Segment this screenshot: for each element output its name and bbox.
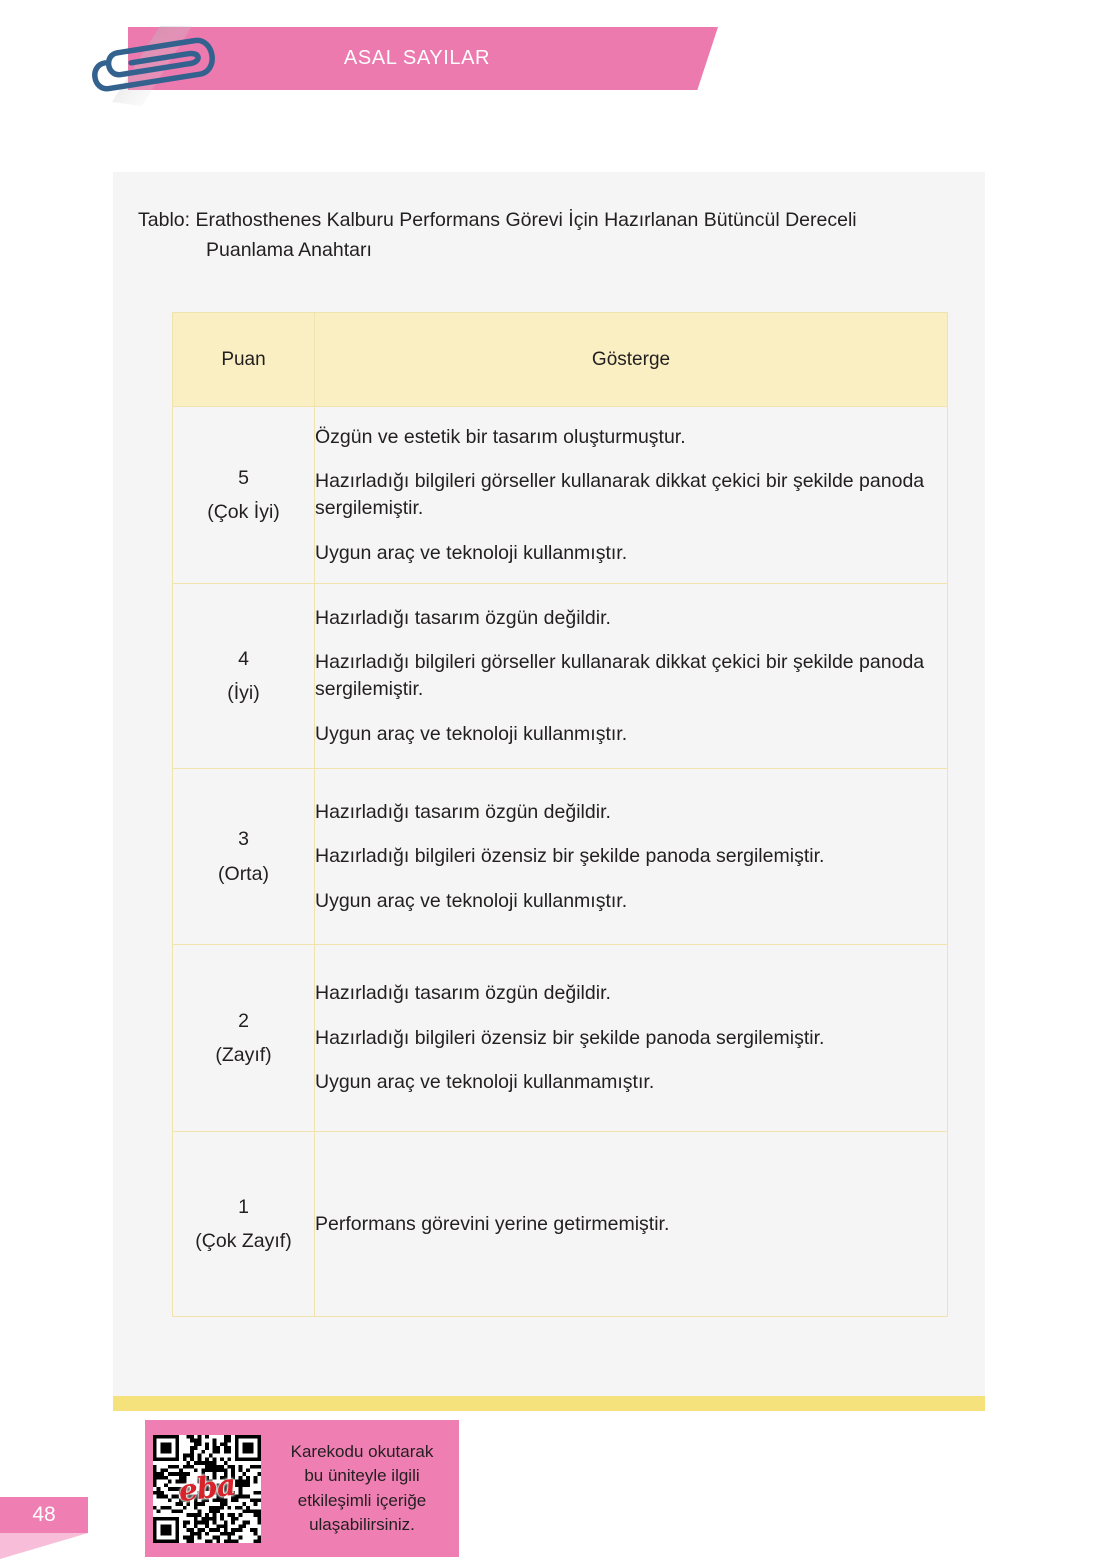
indicator-line: Hazırladığı tasarım özgün değildir.: [315, 606, 611, 629]
indicator-line: Uygun araç ve teknoloji kullanmıştır.: [315, 722, 628, 745]
score-label: (İyi): [227, 682, 260, 704]
table-row: [173, 769, 948, 945]
score-cell: [173, 769, 315, 945]
qr-text-line: ulaşabilirsiniz.: [309, 1514, 415, 1534]
indicator-cell: [315, 1132, 948, 1317]
column-header-indicator: Gösterge: [315, 313, 948, 407]
table-header-row: [173, 313, 948, 407]
qr-text-line: Karekodu okutarak: [290, 1442, 434, 1462]
indicator-line: Hazırladığı bilgileri özensiz bir şekilde panoda sergilemiştir.: [315, 845, 825, 868]
indicator-line: Uygun araç ve teknoloji kullanmıştır.: [315, 541, 628, 564]
indicator-line: Uygun araç ve teknoloji kullanmıştır.: [315, 889, 628, 912]
eba-logo: eba: [176, 1467, 238, 1509]
indicator-line: Performans görevini yerine getirmemiştir.: [315, 1212, 670, 1235]
score-label: (Çok İyi): [207, 501, 280, 523]
table-head: [173, 313, 948, 407]
page-number: 48: [0, 1497, 88, 1533]
qr-code-icon[interactable]: [153, 1435, 261, 1543]
score-cell: [173, 407, 315, 584]
table-caption: [138, 205, 956, 265]
content-panel: [113, 172, 985, 1396]
indicator-cell: [315, 407, 948, 584]
score-value: 3: [238, 828, 249, 851]
score-value: 1: [238, 1195, 249, 1218]
score-label: (Çok Zayıf): [195, 1230, 292, 1252]
qr-text-line: bu üniteyle ilgili: [304, 1466, 420, 1486]
indicator-line: Hazırladığı bilgileri görseller kullanarak dikkat çekici bir şekilde panoda sergilemiştir.: [315, 651, 925, 700]
page-number-accent: [0, 1533, 88, 1559]
panel-bottom-rule: [113, 1396, 985, 1411]
score-value: 5: [238, 466, 249, 489]
indicator-cell: [315, 769, 948, 945]
page-title: ASAL SAYILAR: [343, 47, 491, 69]
qr-instruction-text: [261, 1440, 459, 1537]
column-header-score: Puan: [173, 313, 315, 407]
indicator-line: Uygun araç ve teknoloji kullanmamıştır.: [315, 1071, 655, 1094]
score-value: 2: [238, 1009, 249, 1032]
score-value: 4: [238, 647, 249, 670]
indicator-line: Hazırladığı bilgileri görseller kullanarak dikkat çekici bir şekilde panoda sergilemiştir.: [315, 470, 925, 519]
table-body: [173, 407, 948, 1317]
qr-info-block: [145, 1420, 459, 1557]
rubric-table: [172, 312, 948, 1317]
table-row: [173, 407, 948, 584]
score-cell: [173, 1132, 315, 1317]
caption-line-2: Puanlama Anahtarı: [206, 239, 372, 262]
score-label: (Zayıf): [215, 1044, 272, 1066]
indicator-cell: [315, 945, 948, 1132]
indicator-line: Özgün ve estetik bir tasarım oluşturmuştur.: [315, 425, 686, 448]
table-row: [173, 1132, 948, 1317]
caption-line-1: Tablo: Erathosthenes Kalburu Performans Görevi İçin Hazırlanan Bütüncül Dereceli: [138, 209, 857, 231]
score-cell: [173, 945, 315, 1132]
indicator-line: Hazırladığı tasarım özgün değildir.: [315, 982, 611, 1005]
score-cell: [173, 584, 315, 769]
paper-clip-icon: [72, 24, 252, 108]
indicator-cell: [315, 584, 948, 769]
score-label: (Orta): [218, 862, 269, 885]
indicator-line: Hazırladığı bilgileri özensiz bir şekilde panoda sergilemiştir.: [315, 1026, 825, 1049]
indicator-line: Hazırladığı tasarım özgün değildir.: [315, 800, 611, 823]
qr-text-line: etkileşimli içeriğe: [297, 1490, 427, 1510]
table-row: [173, 945, 948, 1132]
table-row: [173, 584, 948, 769]
